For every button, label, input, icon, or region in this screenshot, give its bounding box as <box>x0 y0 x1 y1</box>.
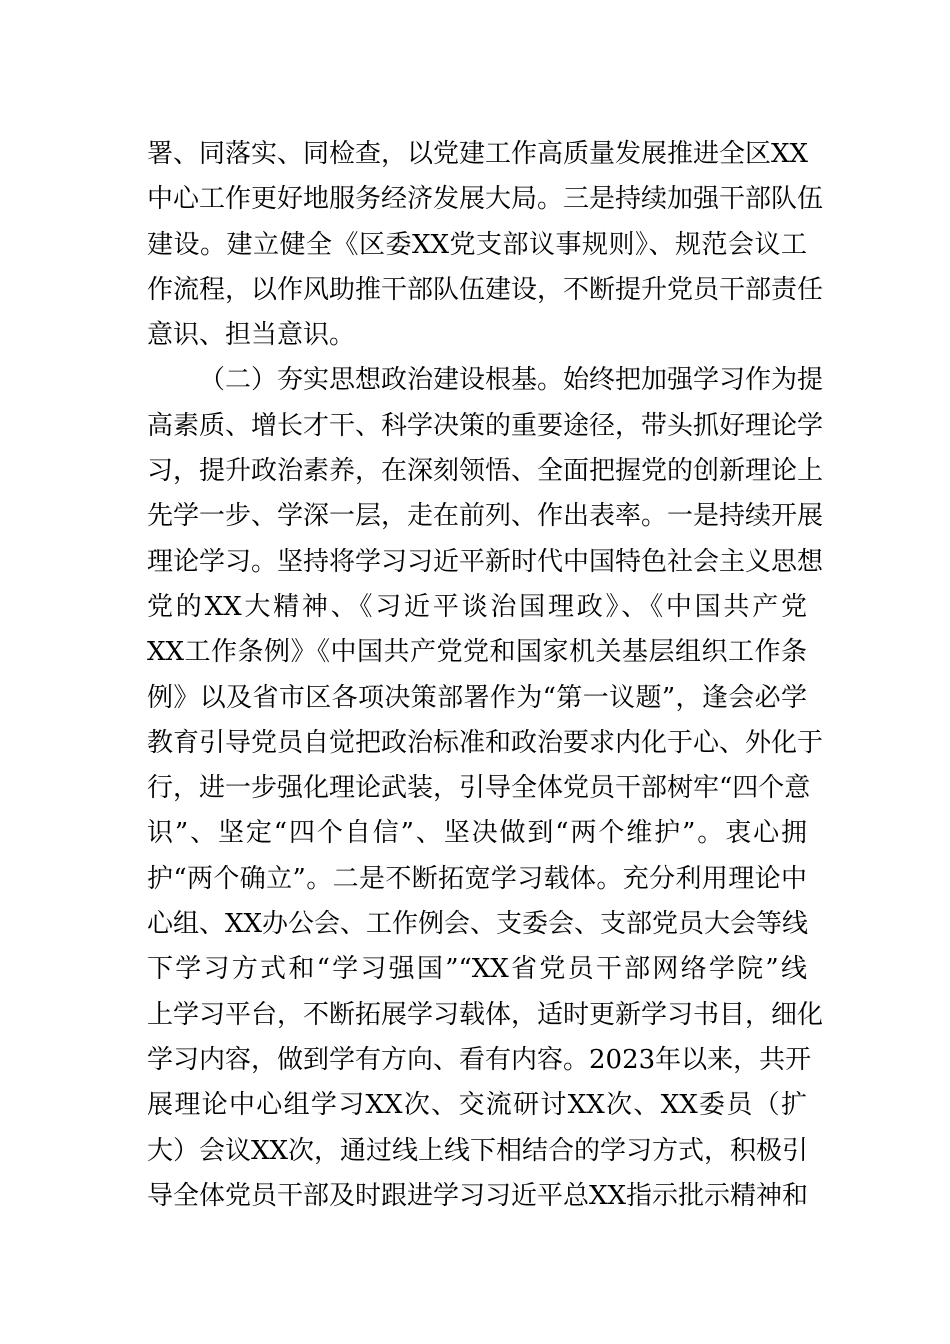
text-line: 护“两个确立”。二是不断拓宽学习载体。充分利用理论中 <box>147 863 807 894</box>
text-line: 上学习平台，不断拓展学习载体，适时更新学习书目，细化 <box>147 999 824 1030</box>
text-line: 识”、坚定“四个自信”、坚决做到“两个维护”。衷心拥 <box>147 818 807 849</box>
text-line: 例》以及省市区各项决策部署作为“第一议题”，逢会必学 <box>147 682 807 713</box>
text-line: 教育引导党员自觉把政治标准和政治要求内化于心、外化于 <box>147 727 824 758</box>
text-line: 理论学习。坚持将学习习近平新时代中国特色社会主义思想 <box>147 546 824 577</box>
body-text <box>147 132 824 1219</box>
text-line: 高素质、增长才干、科学决策的重要途径，带头抓好理论学 <box>147 410 824 441</box>
section-heading-line: （二）夯实思想政治建设根基。始终把加强学习作为提 <box>199 365 824 396</box>
text-line: 导全体党员干部及时跟进学习习近平总XX指示批示精神和 <box>147 1180 809 1211</box>
text-line: 大）会议XX次，通过线上线下相结合的学习方式，积极引 <box>147 1135 809 1166</box>
text-line: 行，进一步强化理论武装，引导全体党员干部树牢“四个意 <box>147 773 811 804</box>
text-line: 中心工作更好地服务经济发展大局。三是持续加强干部队伍 <box>147 184 824 215</box>
text-line: 展理论中心组学习XX次、交流研讨XX次、XX委员（扩 <box>147 1090 807 1121</box>
text-line: 署、同落实、同检查，以党建工作高质量发展推进全区XX <box>147 139 809 169</box>
text-line: 习，提升政治素养，在深刻领悟、全面把握党的创新理论上 <box>147 456 824 487</box>
text-line: 建设。建立健全《区委XX党支部议事规则》、规范会议工 <box>147 229 807 260</box>
text-line: 先学一步、学深一层，走在前列、作出表率。一是持续开展 <box>147 501 824 532</box>
text-line: 作流程，以作风助推干部队伍建设，不断提升党员干部责任 <box>147 274 824 305</box>
text-line: XX工作条例》《中国共产党党和国家机关基层组织工作条 <box>147 637 807 668</box>
text-line: 心组、XX办公会、工作例会、支委会、支部党员大会等线 <box>147 909 809 940</box>
text-line: 意识、担当意识。 <box>147 320 356 351</box>
text-line: 党的XX大精神、《习近平谈治国理政》、《中国共产党 <box>147 591 807 622</box>
text-line: 学习内容，做到学有方向、看有内容。2023年以来，共开 <box>147 1044 812 1075</box>
text-line: 下学习方式和“学习强国”“XX省党员干部网络学院”线 <box>147 954 807 985</box>
